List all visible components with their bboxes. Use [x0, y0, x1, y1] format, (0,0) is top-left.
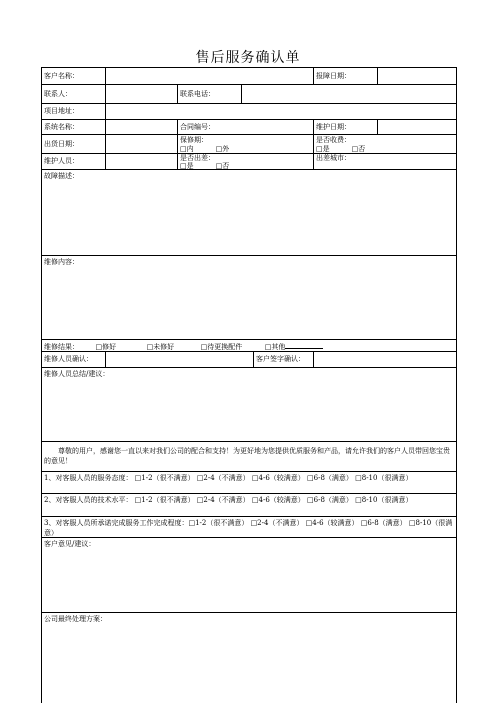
question-3-text[interactable]: 3、对客服人员所承诺完成服务工作完成程度：□1-2（很不满意） □2-4（不满意） □4-6（较满意） □6-8（满意） □8-10（很满意）	[44, 519, 453, 537]
staff-summary-area[interactable]	[42, 368, 456, 442]
maint-staff-field[interactable]	[106, 154, 178, 169]
phone-field[interactable]	[242, 85, 456, 103]
repair-content-label: 维修内容：	[44, 258, 79, 266]
result-other-checkbox[interactable]: □其他	[264, 343, 286, 351]
system-name-label: 系统名称：	[42, 120, 106, 134]
result-parts-checkbox[interactable]: □待更换配件	[200, 343, 243, 351]
row-system	[42, 120, 456, 135]
warranty-cell	[178, 135, 314, 153]
charged-no-checkbox[interactable]: □否	[351, 145, 366, 153]
question-3-row	[42, 517, 456, 538]
trip-yes-checkbox[interactable]: □是	[180, 162, 194, 169]
final-plan-area[interactable]	[42, 613, 456, 703]
service-confirmation-form	[41, 67, 457, 703]
row-project-address	[42, 104, 456, 120]
ship-date-label: 出货日期：	[42, 135, 106, 153]
question-1-row	[42, 472, 456, 494]
staff-confirm-label: 维修人员确认：	[42, 352, 106, 367]
question-1-text[interactable]: 1、对客服人员的服务态度： □1-2（很不满意） □2-4（不满意） □4-6（较满意） □6-8（满意） □8-10（很满意）	[44, 474, 413, 482]
charged-cell	[314, 135, 456, 153]
business-trip-label: 是否出差：	[180, 154, 215, 162]
report-date-field[interactable]	[378, 68, 456, 84]
repair-result-cell	[42, 340, 456, 351]
trip-no-checkbox[interactable]: □否	[215, 162, 230, 169]
charged-label: 是否收费：	[316, 136, 351, 144]
fault-description-area[interactable]	[42, 170, 456, 256]
contract-no-label: 合同编号：	[178, 120, 314, 134]
maint-date-label: 维护日期：	[314, 120, 378, 134]
warranty-in-checkbox[interactable]: □内	[180, 145, 194, 153]
warranty-label: 保修期：	[180, 136, 208, 144]
row-repair-result	[42, 340, 456, 352]
system-name-field[interactable]	[106, 120, 178, 134]
contact-field[interactable]	[106, 85, 178, 103]
question-2-row	[42, 494, 456, 517]
notice-row	[42, 442, 456, 472]
repair-content-area[interactable]	[42, 256, 456, 340]
report-date-label: 报障日期：	[314, 68, 378, 84]
phone-label: 联系电话：	[178, 85, 242, 103]
fault-description-label: 故障描述：	[44, 172, 79, 180]
warranty-out-checkbox[interactable]: □外	[215, 145, 230, 153]
customer-sign-field[interactable]	[314, 352, 456, 367]
notice-text: 尊敬的用户，感谢您一直以来对我们公司的配合和支持！为更好地为您提供优质服务和产品，请允许我们的客户人员带回您宝贵的意见！	[44, 447, 450, 465]
project-address-label: 项目地址：	[42, 104, 106, 119]
customer-name-field[interactable]	[106, 68, 314, 84]
row-confirm	[42, 352, 456, 368]
customer-name-label: 客户名称：	[42, 68, 106, 84]
project-address-field[interactable]	[106, 104, 456, 119]
result-unfixed-checkbox[interactable]: □未修好	[146, 343, 175, 351]
charged-yes-checkbox[interactable]: □是	[316, 145, 330, 153]
repair-result-label: 维修结果：	[44, 343, 79, 351]
ship-date-field[interactable]	[106, 135, 178, 153]
result-fixed-checkbox[interactable]: □修好	[95, 343, 117, 351]
result-other-blank[interactable]	[285, 341, 323, 349]
row-maint-staff	[42, 154, 456, 170]
question-2-text[interactable]: 2、对客服人员的技术水平： □1-2（很不满意） □2-4（不满意） □4-6（较满意） □6-8（满意） □8-10（很满意）	[44, 496, 413, 504]
maint-date-field[interactable]	[378, 120, 456, 134]
customer-opinion-label: 客户意见/建议：	[44, 540, 96, 548]
trip-city-label: 出差城市：	[316, 154, 351, 162]
final-plan-label: 公司最终处理方案：	[44, 615, 107, 623]
staff-confirm-field[interactable]	[106, 352, 254, 367]
row-ship-date	[42, 135, 456, 154]
row-contact	[42, 85, 456, 104]
contact-label: 联系人：	[42, 85, 106, 103]
customer-sign-label: 客户签字确认：	[254, 352, 314, 367]
row-customer	[42, 68, 456, 85]
business-trip-cell	[178, 154, 314, 169]
staff-summary-label: 维修人员总结/建议：	[44, 370, 110, 378]
customer-opinion-area[interactable]	[42, 538, 456, 613]
form-title: 售后服务确认单	[195, 50, 301, 66]
maint-staff-label: 维护人员：	[42, 154, 106, 169]
